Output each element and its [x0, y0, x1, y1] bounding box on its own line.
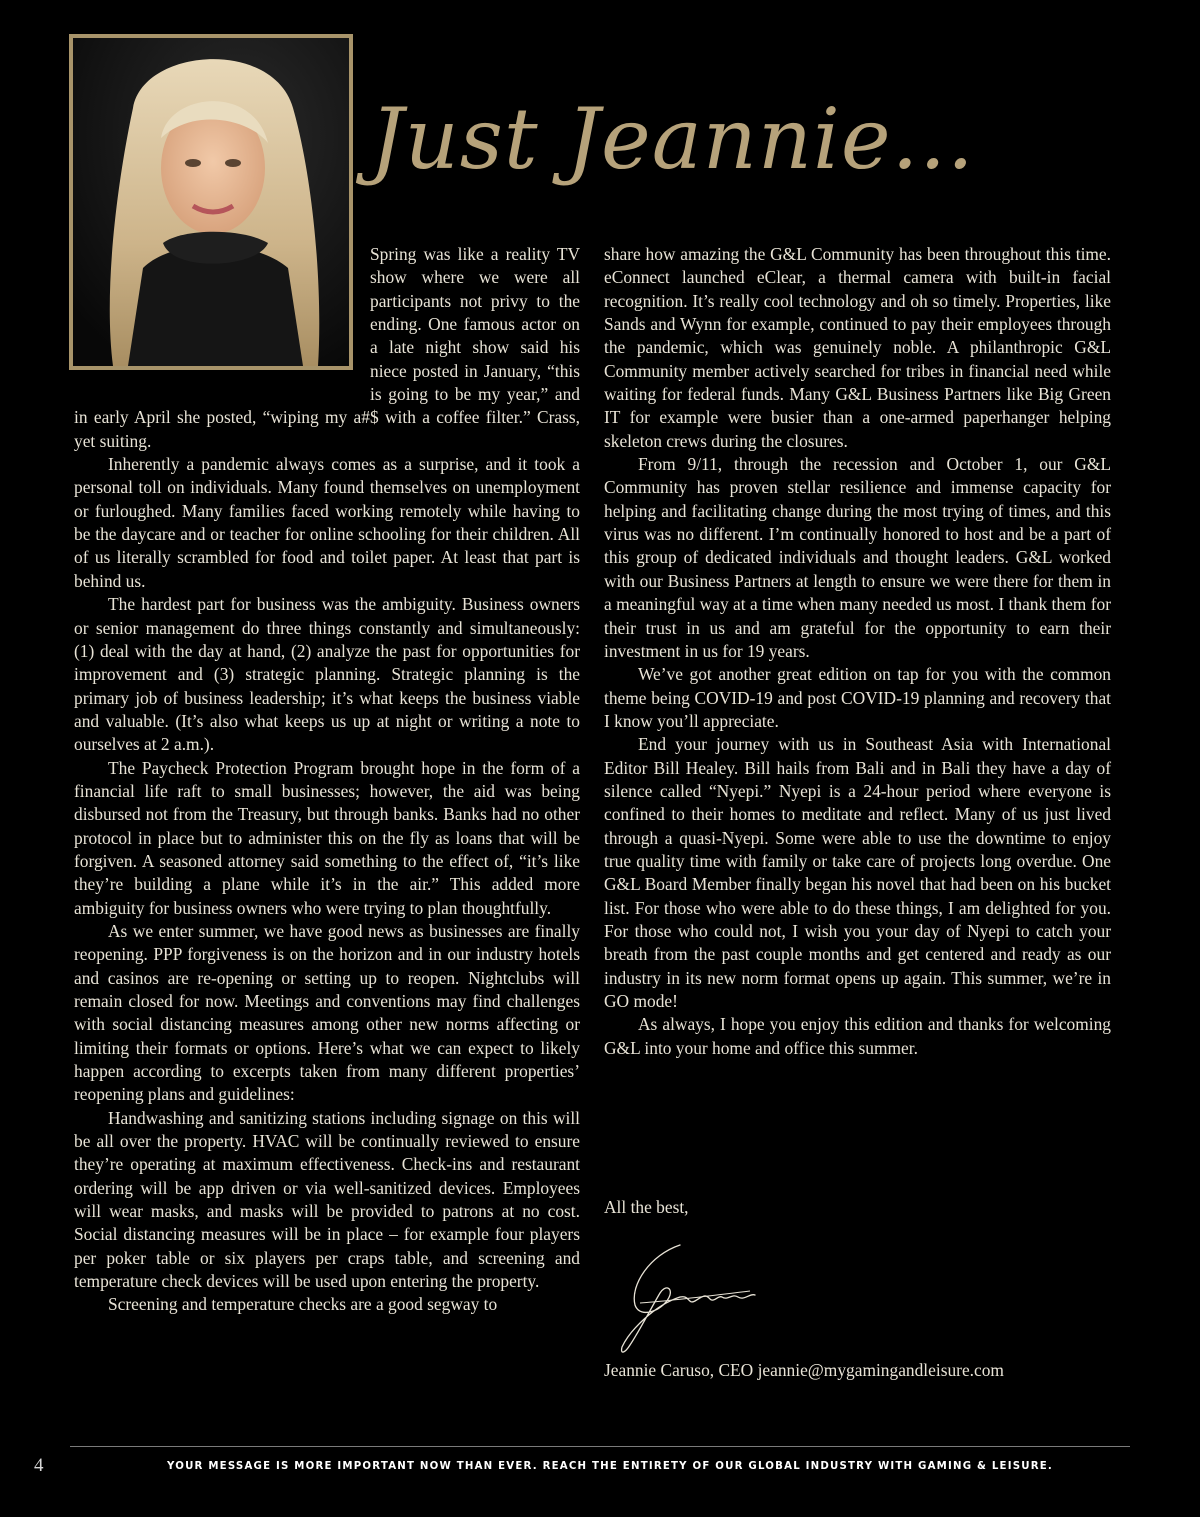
- footer-message: YOUR MESSAGE IS MORE IMPORTANT NOW THAN EVER. REACH THE ENTIRETY OF OUR GLOBAL INDUSTRY WITH GAMING & LEISURE.: [167, 1461, 1053, 1472]
- signature-icon: [610, 1235, 770, 1360]
- right-column: [604, 243, 1111, 1060]
- left-column: [74, 243, 580, 1317]
- paragraph: share how amazing the G&L Community has been throughout this time. eConnect launched eClear, a thermal camera with built-in facial recognition. It’s really cool technology and oh so timely. Properties, like Sands and Wynn for example, continued to pay their employees through the pandemic, which was genuinely noble. A philanthropic G&L Community member actively searched for tribes in financial need while waiting for federal funds. Many G&L Business Partners like Big Green IT for example were busier than a one-armed paperhanger helping skeleton crews during the closures.: [604, 244, 1111, 451]
- paragraph: Inherently a pandemic always comes as a surprise, and it took a personal toll on individuals. Many found themselves on unemployment or furloughed. Many families faced working remotely while having to be the daycare and or teacher for online schooling for their children. All of us literally scrambled for food and toilet paper. At least that part is behind us.: [74, 454, 580, 591]
- paragraph: Spring was like a reality TV show where we were all participants not privy to the ending. One famous actor on a late night show said his niece posted in January, “this is going to be my year,” and in early April she posted, “wiping my a#$ with a coffee filter.” Crass, yet suiting.: [74, 244, 580, 451]
- page-title: Just Jeannie...: [370, 90, 975, 188]
- paragraph: The Paycheck Protection Program brought hope in the form of a financial life raft to small businesses; however, the aid was being disbursed not from the Treasury, but through banks. Banks had no other protocol in place but to administer this on the fly as loans that will be forgiven. A seasoned attorney said something to the effect of, “it’s like they’re building a plane while it’s in the air.” This added more ambiguity for business owners who were trying to plan thoughtfully.: [74, 757, 580, 918]
- paragraph: End your journey with us in Southeast Asia with International Editor Bill Healey. Bill hails from Bali and in Bali they have a day of silence called “Nyepi.” Nyepi is a 24-hour period where everyone is confined to their homes to meditate and reflect. Many of us just lived through a quasi-Nyepi. Some were able to use the downtime to enjoy true quality time with family or take care of projects long overdue. One G&L Board Member finally began his novel that had been on his bucket list. For those who were able to do these things, I am delighted for you. For those who could not, I wish you your day of Nyepi to catch your breath from the past couple months and get centered and ready as our industry in its new norm format opens up again. This summer, we’re in GO mode!: [604, 734, 1111, 1011]
- paragraph: Handwashing and sanitizing stations including signage on this will be all over the property. HVAC will be continually reviewed to ensure they’re operating at maximum effectiveness. Check-ins and restaurant ordering will be app driven or via well-sanitized devices. Employees will wear masks, and masks will be provided to patrons at no cost. Social distancing measures will be in place – for example four players per poker table or six players per craps table, and screening and temperature check devices will be used upon entering the property.: [74, 1107, 580, 1292]
- paragraph: We’ve got another great edition on tap for you with the common theme being COVID-19 and post COVID-19 planning and recovery that I know you’ll appreciate.: [604, 664, 1111, 731]
- paragraph: As always, I hope you enjoy this edition and thanks for welcoming G&L into your home and office this summer.: [604, 1014, 1111, 1058]
- photo-wrap-spacer: [74, 243, 370, 404]
- paragraph: From 9/11, through the recession and October 1, our G&L Community has proven stellar resilience and immense capacity for helping and facilitating change during the most trying of times, and this virus was no different. I’m continually honored to host and be a part of this group of dedicated individuals and thought leaders. G&L worked with our Business Partners at length to ensure we were there for them in a meaningful way at a time when many needed us most. I thank them for their trust in us and am grateful for the opportunity to earn their investment in us for 19 years.: [604, 454, 1111, 661]
- page-number: 4: [34, 1455, 44, 1476]
- signer-line: Jeannie Caruso, CEO jeannie@mygamingandleisure.com: [604, 1360, 1004, 1380]
- paragraph: As we enter summer, we have good news as businesses are finally reopening. PPP forgiveness is on the horizon and in our industry hotels and casinos are re-opening or setting up to reopen. Nightclubs will remain closed for now. Meetings and conventions may find challenges with social distancing measures among other new norms affecting or limiting their formats or options. Here’s what we can expect to likely happen according to excerpts taken from many different properties’ reopening plans and guidelines:: [74, 920, 580, 1105]
- paragraph: The hardest part for business was the ambiguity. Business owners or senior management do three things constantly and simultaneously: (1) deal with the day at hand, (2) analyze the past for opportunities for improvement and (3) strategic planning. Strategic planning is the primary job of business leadership; it’s what keeps the business viable and valuable. (It’s also what keeps us up at night or writing a note to ourselves at 2 a.m.).: [74, 594, 580, 755]
- footer-divider: [70, 1446, 1130, 1447]
- paragraph: Screening and temperature checks are a good segway to: [108, 1294, 498, 1315]
- closing-salutation: All the best,: [604, 1197, 689, 1217]
